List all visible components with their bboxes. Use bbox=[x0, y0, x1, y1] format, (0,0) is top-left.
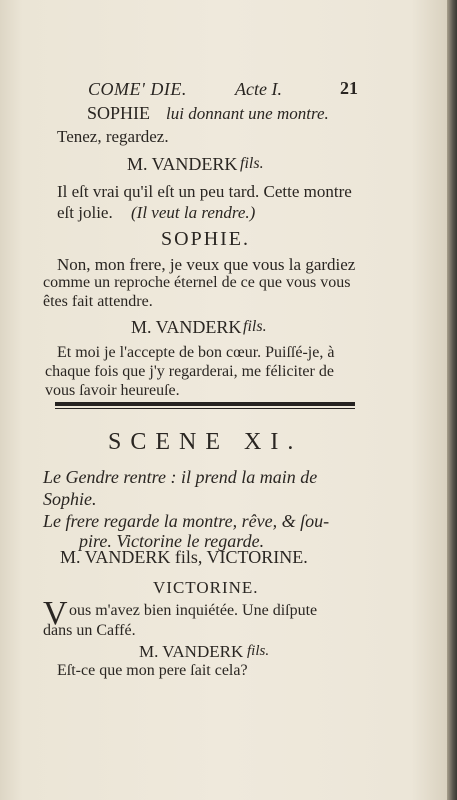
speaker-qualifier: fils. bbox=[240, 155, 264, 172]
stage-direction: pire. Victorine le regarde. bbox=[79, 531, 265, 551]
dialogue-line: vous ſavoir heureuſe. bbox=[45, 382, 180, 399]
stage-direction: Le Gendre rentre : il prend la main de bbox=[43, 467, 318, 487]
speaker-heading: M. VANDERK bbox=[131, 317, 242, 337]
drop-cap: V bbox=[43, 595, 68, 632]
speaker-heading: M. VANDERK bbox=[139, 642, 244, 661]
stage-direction: Sophie. bbox=[43, 489, 97, 509]
speaker-qualifier: fils. bbox=[247, 643, 270, 659]
dialogue-line: eſt jolie. bbox=[57, 203, 113, 222]
speaker-heading: M. VANDERK bbox=[127, 154, 238, 174]
speaker-qualifier: fils. bbox=[243, 318, 267, 335]
dialogue-line: Non, mon frere, je veux que vous la gardiez bbox=[57, 255, 356, 274]
dialogue-line: Il eſt vrai qu'il eſt un peu tard. Cette montre bbox=[57, 182, 352, 201]
dialogue-line: comme un reproche éternel de ce que vous vous bbox=[43, 274, 351, 291]
dialogue-line: Tenez, regardez. bbox=[57, 127, 169, 146]
section-divider-thick bbox=[55, 402, 355, 406]
page-number: 21 bbox=[340, 78, 358, 98]
page-edge-shadow bbox=[447, 0, 457, 800]
dialogue-line: chaque fois que j'y regarderai, me féliciter de bbox=[45, 363, 334, 380]
characters-present: M. VANDERK fils, VICTORINE. bbox=[60, 547, 308, 567]
dialogue-line: dans un Caffé. bbox=[43, 622, 136, 639]
dialogue-line: êtes fait attendre. bbox=[43, 293, 153, 310]
running-title: COME' DIE. bbox=[88, 79, 187, 99]
section-divider-thin bbox=[55, 408, 355, 409]
stage-direction: lui donnant une montre. bbox=[166, 104, 329, 123]
stage-direction: (Il veut la rendre.) bbox=[131, 203, 256, 222]
speaker-heading: SOPHIE bbox=[87, 103, 151, 123]
speaker-heading: SOPHIE. bbox=[161, 228, 251, 250]
dialogue-line: ous m'avez bien inquiétée. Une diſpute bbox=[69, 602, 318, 619]
dialogue-line: Eſt-ce que mon pere ſait cela? bbox=[57, 662, 248, 679]
speaker-heading: VICTORINE. bbox=[153, 578, 259, 597]
dialogue-line: Et moi je l'accepte de bon cœur. Puiſſé-je, à bbox=[57, 344, 335, 361]
stage-direction: Le frere regarde la montre, rêve, & ſou- bbox=[43, 511, 330, 531]
act-label: Acte I. bbox=[235, 79, 282, 99]
scene-title: SCENE XI. bbox=[108, 429, 303, 455]
